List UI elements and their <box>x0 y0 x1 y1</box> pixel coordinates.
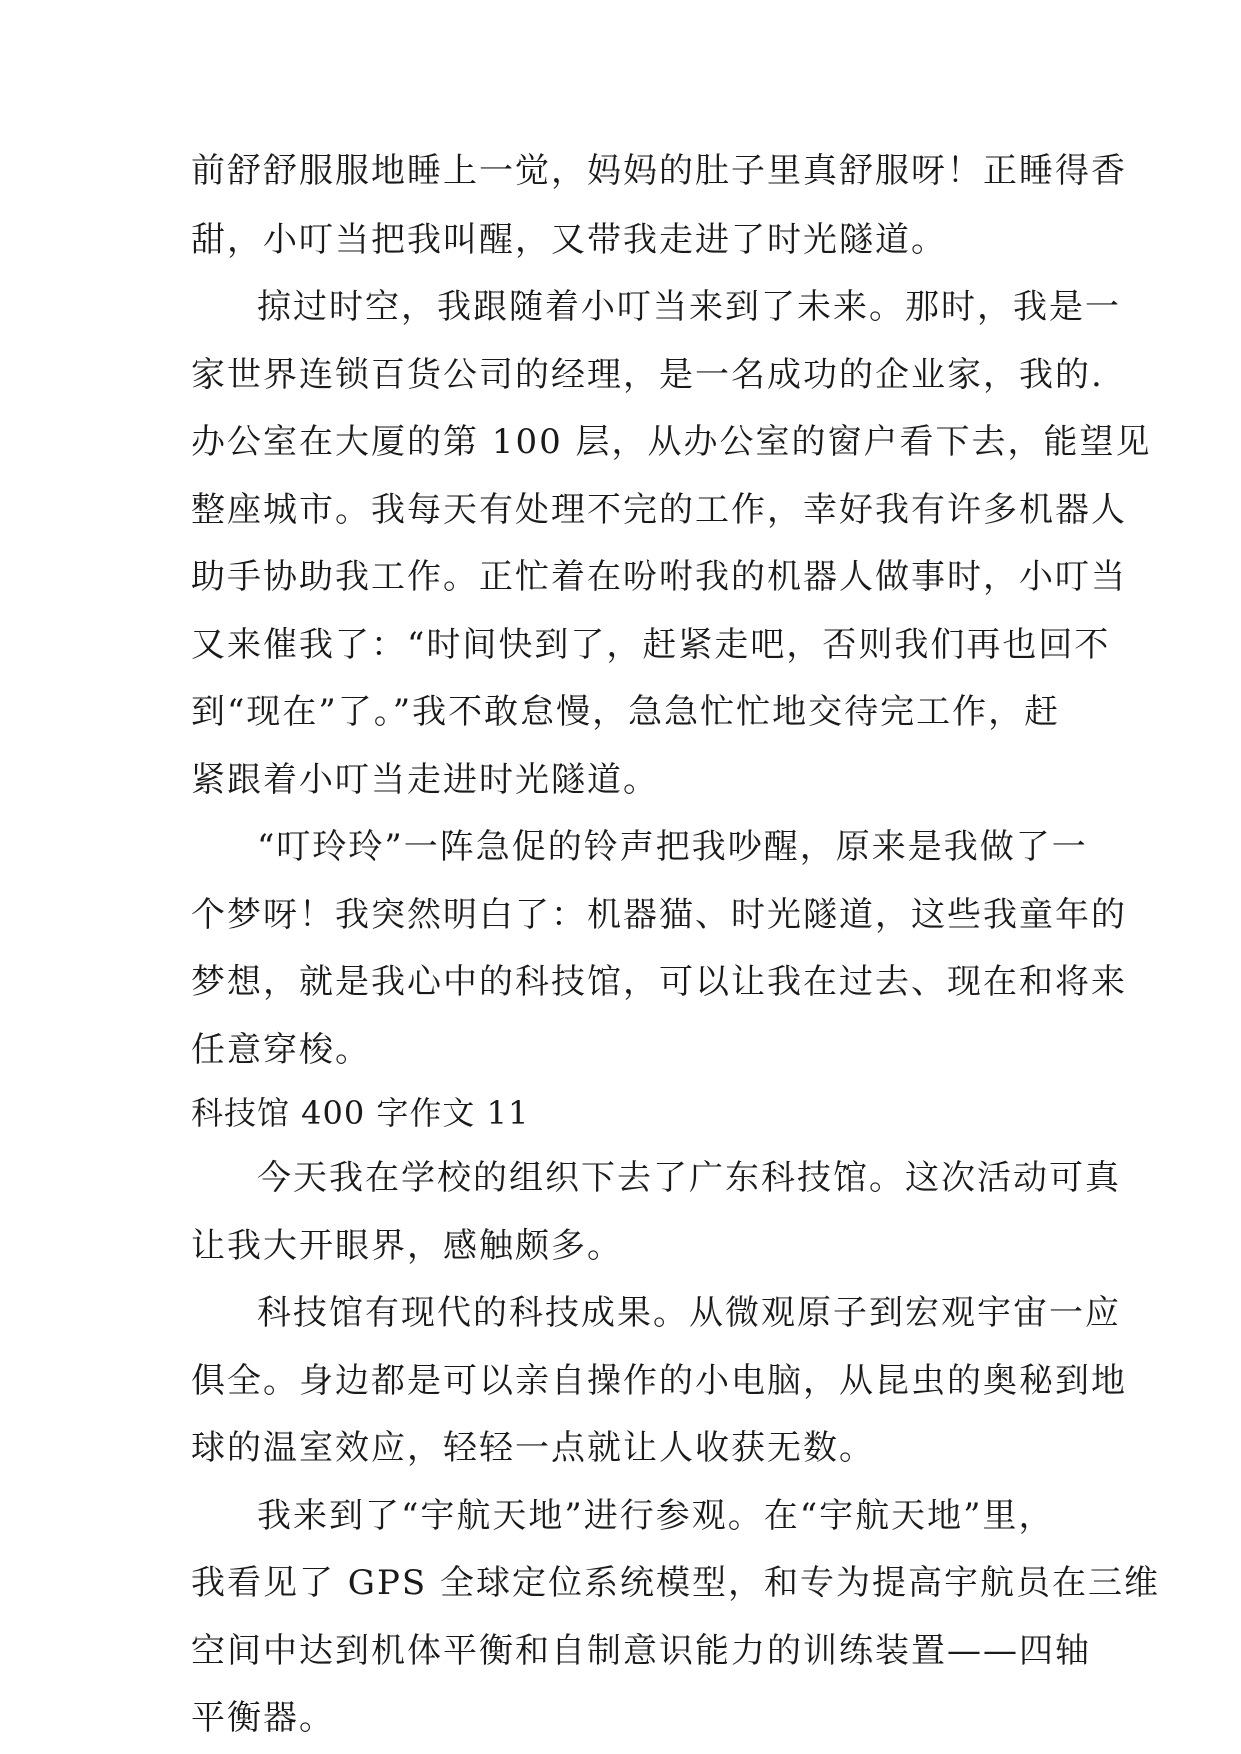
text-line: 甜，小叮当把我叫醒，又带我走进了时光隧道。 <box>191 220 947 260</box>
text-line: 平衡器。 <box>191 1698 335 1738</box>
paragraph-start-line: 我来到了“宇航天地”进行参观。在“宇航天地”里， <box>257 1496 1055 1536</box>
text-line: 前舒舒服服地睡上一觉，妈妈的肚子里真舒服呀！正睡得香 <box>191 151 1127 191</box>
text-line: 我看见了 GPS 全球定位系统模型，和专为提高宇航员在三维 <box>191 1563 1160 1603</box>
text-line: 梦想，就是我心中的科技馆，可以让我在过去、现在和将来 <box>191 962 1127 1002</box>
text-line: 又来催我了：“时间快到了，赶紧走吧，否则我们再也回不 <box>191 625 1111 665</box>
paragraph-start-line: “叮玲玲”一阵急促的铃声把我吵醒，原来是我做了一 <box>257 827 1088 867</box>
text-line: 助手协助我工作。正忙着在吩咐我的机器人做事时，小叮当 <box>191 557 1127 597</box>
text-line: 紧跟着小叮当走进时光隧道。 <box>191 760 659 800</box>
text-line: 整座城市。我每天有处理不完的工作，幸好我有许多机器人 <box>191 490 1127 530</box>
paragraph-start-line: 科技馆有现代的科技成果。从微观原子到宏观宇宙一应 <box>257 1293 1121 1333</box>
text-line: 俱全。身边都是可以亲自操作的小电脑，从昆虫的奥秘到地 <box>191 1361 1127 1401</box>
section-heading: 科技馆 400 字作文 11 <box>191 1094 530 1132</box>
text-line: 空间中达到机体平衡和自制意识能力的训练装置——四轴 <box>191 1631 1091 1671</box>
text-line: 让我大开眼界，感触颇多。 <box>191 1226 623 1266</box>
text-line: 家世界连锁百货公司的经理，是一名成功的企业家，我的. <box>191 355 1104 395</box>
text-line: 办公室在大厦的第 100 层，从办公室的窗户看下去，能望见 <box>191 422 1152 462</box>
paragraph-start-line: 今天我在学校的组织下去了广东科技馆。这次活动可真 <box>257 1158 1121 1198</box>
paragraph-start-line: 掠过时空，我跟随着小叮当来到了未来。那时，我是一 <box>257 287 1121 327</box>
text-line: 到“现在”了。”我不敢怠慢，急急忙忙地交待完工作，赶 <box>191 692 1061 732</box>
text-line: 任意穿梭。 <box>191 1030 371 1070</box>
text-line: 球的温室效应，轻轻一点就让人收获无数。 <box>191 1428 875 1468</box>
text-line: 个梦呀！我突然明白了：机器猫、时光隧道，这些我童年的 <box>191 895 1127 935</box>
